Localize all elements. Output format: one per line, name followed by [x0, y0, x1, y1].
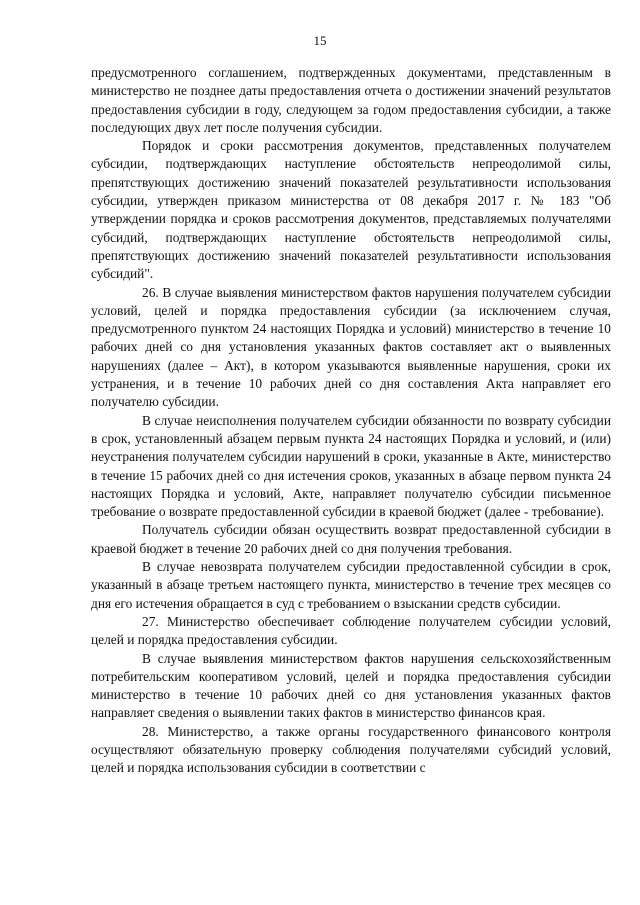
paragraph-review-procedure: Порядок и сроки рассмотрения документов, представленных получателем субсидии, подтверждающих наступление обстоятельств непреодолимой силы, препятствующих достижению значений показателей результативности использования субсидии, утвержден приказом министерства от 08 декабря 2017 г. № 183 "Об утверждении порядка и сроков рассмотрения документов, представляемых получателями субсидий, подтверждающих наступление обстоятельств непреодолимой силы, препятствующих достижению значений показателей результативности использования субсидий".	[91, 138, 611, 282]
paragraph-return-obligation: Получатель субсидии обязан осуществить возврат предоставленной субсидии в краевой бюджет в течение 20 рабочих дней со дня получения требования.	[91, 522, 611, 556]
paragraph-clause-27: 27. Министерство обеспечивает соблюдение получателем субсидии условий, целей и порядка предоставления субсидии.	[91, 613, 611, 648]
document-body	[91, 64, 611, 778]
paragraph-cooperative-violations: В случае выявления министерством фактов нарушения сельскохозяйственным потребительским кооперативом условий, целей и порядка предоставления субсидии министерство в течение 10 рабочих дней со дня установления указанных фактов направляет сведения о выявлении таких фактов в министерство финансов края.	[91, 650, 611, 721]
paragraph-nonfulfillment: В случае неисполнения получателем субсидии обязанности по возврату субсидии в срок, установленный абзацем первым пункта 24 настоящих Порядка и условий, и (или) неустранения получателем субсидии нарушений в сроки, указанные в Акте, министерство в течение 15 рабочих дней со дня истечения сроков, указанных в абзаце первом пункта 24 настоящих Порядка и условий, Акте, направляет получателю субсидии письменное требование о возврате предоставленной субсидии в краевой бюджет (далее - требование).	[91, 412, 611, 520]
paragraph-clause-26: 26. В случае выявления министерством фактов нарушения получателем субсидии условий, целей и порядка предоставления субсидии (за исключением случая, предусмотренного пунктом 24 настоящих Порядка и условий) министерство в течение 10 рабочих дней со дня установления указанных фактов составляет акт о выявленных нарушениях (далее – Акт), в котором указываются выявленные нарушения, сроки их устранения, и в течение 10 рабочих дней со дня составления Акта направляет его получателю субсидии.	[91, 284, 611, 410]
paragraph-continuation: предусмотренного соглашением, подтвержденных документами, представленным в министерство не позднее даты предоставления отчета о достижении значений результатов предоставления субсидии в году, следующем за годом предоставления субсидии, а также последующих двух лет после получения субсидии.	[91, 65, 611, 135]
page-number: 15	[313, 33, 327, 48]
paragraph-clause-28: 28. Министерство, а также органы государственного финансового контроля осуществляют обязательную проверку соблюдения получателями субсидий условий, целей и порядка использования субсидии в соответствии с	[91, 723, 611, 776]
paragraph-court-claim: В случае невозврата получателем субсидии предоставленной субсидии в срок, указанный в абзаце третьем настоящего пункта, министерство в течение трех месяцев со дня его истечения обращается в суд с требованием о взыскании средств субсидии.	[91, 559, 611, 611]
